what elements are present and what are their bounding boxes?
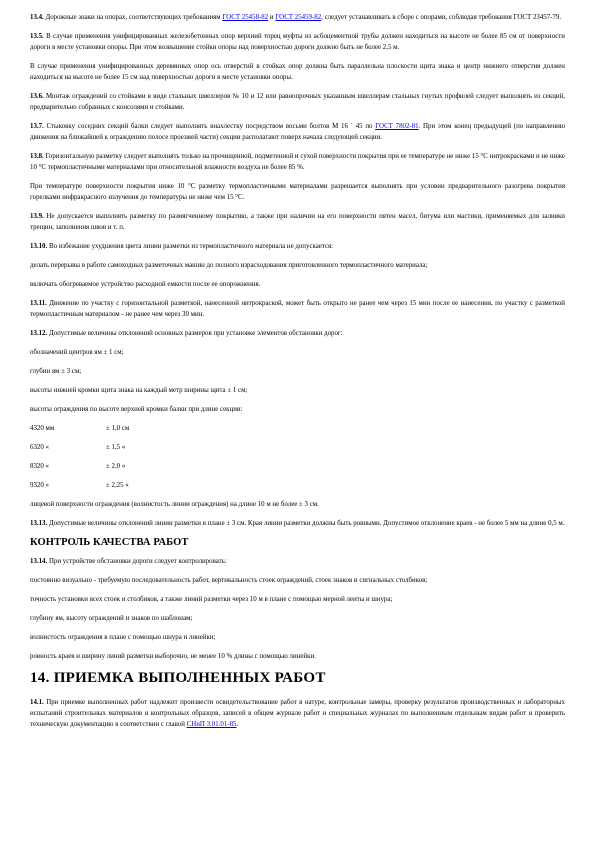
tolerance-row [30,480,565,491]
clause-number: 13.5. [30,33,44,40]
paragraph-13-12 [30,328,565,339]
paragraph-text: При температуре поверхности покрытия ниже 10 °С разметку термопластичными материалами разрешается выполнять при условии предварительного разогрева покрытия горелками инфракрасного излучения до температуры не ниже чем 15 °С. [30,183,565,201]
paragraph-13-7 [30,121,565,143]
clause-number: 14.1. [30,699,44,706]
list-item [30,499,565,510]
list-item-text: включать обогреваемое устройство расходной емкости после ее опорожнения. [30,281,261,288]
paragraph-text: При приемке выполненных работ надлежит произвести освидетельствование работ в натуре, контрольные замеры, проверку результатов производственных и лабораторных испытаний строительных материалов и контрольных образцов, записей в общем журнале работ и специальных журналах по выполненным отдельным видам работ и проверить техническую документацию в соответствии с главой [30,699,565,728]
snip-link[interactable]: СНиП 3.01.01-85 [186,721,237,728]
clause-number: 13.6. [30,93,44,100]
list-item-text: делать перерывы в работе самоходных разметочных машин до полного израсходования приготовленного термопластичного материала; [30,262,428,269]
list-item-text: высоты ограждения по высоте верхней кромки балки при длине секции: [30,406,243,413]
paragraph-13-5-wood [30,61,565,83]
paragraph-13-11 [30,298,565,320]
paragraph-13-13 [30,518,565,529]
paragraph-13-8-low-temp [30,181,565,203]
tolerance-row [30,442,565,453]
list-item-text: точность установки всех стоек и столбиков, а также линий разметки через 10 м в плане с помощью мерной ленты и шнура; [30,596,393,603]
clause-number: 13.8. [30,153,44,160]
list-item-text: высоты нижней кромки щита знака на каждый метр ширины щита ± 1 см; [30,387,248,394]
list-item-text: ровность краев и ширину линий разметки выборочно, не менее 10 % длины с помощью линейки. [30,653,316,660]
paragraph-text: Монтаж ограждений со стойками в виде стальных швеллеров № 10 и 12 или равнопрочных указанным швеллерам стальных гнутых профилей следует выполнять из секций, предварительно собранных с консолями и стойками. [30,93,565,111]
clause-number: 13.13. [30,520,48,527]
paragraph-14-1 [30,697,565,730]
list-item [30,404,565,415]
list-item [30,632,565,643]
paragraph-text: Допустимые величины отклонений линии разметки в плане ± 3 см. Края линии разметки должны быть ровными. Допустимое отклонение краев - не более 5 мм на длине 0,5 м. [48,520,565,527]
tolerance-row [30,423,565,434]
clause-number: 13.14. [30,558,48,565]
tolerance-value: ± 2,0 « [106,463,126,470]
paragraph-text: Не допускается выполнять разметку по размягченному покрытию, а также при наличии на его поверхности пятен масел, битума или мастики, применяемых для заливки трещин, заполнения швов и т. п. [30,213,565,231]
paragraph-text: и [268,14,276,21]
paragraph-13-6 [30,91,565,113]
gost-25458-link[interactable]: ГОСТ 25458-82 [222,14,269,21]
list-item [30,279,565,290]
section-length: 6320 « [30,444,49,451]
list-item-text: глубину ям, высоту ограждений и знаков по шаблонам; [30,615,193,622]
paragraph-text: Допустимые величины отклонений основных размеров при установке элементов обстановки дорог: [48,330,343,337]
tolerance-row [30,461,565,472]
list-item [30,613,565,624]
paragraph-text: Стыковку соседних секций балки следует выполнять внахлестку посредством восьми болтов М 16 ´ 45 по [46,123,376,130]
quality-control-heading: КОНТРОЛЬ КАЧЕСТВА РАБОТ [30,537,189,548]
tolerance-value: ± 1,0 см [106,425,130,432]
paragraph-13-8 [30,151,565,173]
paragraph-text: . [236,721,239,728]
paragraph-13-10 [30,241,565,252]
clause-number: 13.10. [30,243,48,250]
list-item [30,347,565,358]
list-item-text: постоянно визуально - требуемую последовательность работ, вертикальность стоек ограждений, стоек знаков и сигнальных столбиков; [30,577,428,584]
list-item [30,366,565,377]
paragraph-text: В случае применения унифицированных железобетонных опор верхний торец муфты из асбоцементной трубы должен находиться на высоте не более 85 см от поверхности дороги в месте установки опоры. При этом возвышение стойки опоры над поверхностью дороги должно быть не более 2,5 м. [30,33,565,51]
tolerance-value: ± 2,25 « [106,482,129,489]
list-item-text: глубин ям ± 3 см; [30,368,82,375]
gost-25459-link[interactable]: ГОСТ 25459-82 [275,14,322,21]
paragraph-text: , следует устанавливать в сборе с опорами, соблюдая требования ГОСТ 23457-79. [321,14,562,21]
list-item [30,594,565,605]
clause-number: 13.4. [30,14,44,21]
paragraph-text: В случае применения унифицированных деревянных опор ось отверстий в стойках опор должна быть параллельна плоскости щита знака и центр нижнего отверстия должен находиться на высоте не более 15 см над поверхностью дороги в месте установки опоры. [30,63,565,81]
list-item-text: лицевой поверхности ограждения (волнистость линии ограждения) на длине 10 м не более ± 3 см. [30,501,319,508]
paragraph-text: . При этом конец предыдущей (по направлению движения на ближайшей к ограждению полосе проезжей части) секции располагают поверх начала следующей секции. [30,123,565,141]
list-item [30,260,565,271]
paragraph-text: При устройстве обстановки дороги следует контролировать: [48,558,227,565]
paragraph-13-5 [30,31,565,53]
clause-number: 13.12. [30,330,48,337]
list-item-text: волнистость ограждения в плане с помощью шнура и линейки; [30,634,216,641]
section-length: 9320 « [30,482,49,489]
gost-7802-link[interactable]: ГОСТ 7802-81 [375,123,419,130]
list-item [30,651,565,662]
tolerance-value: ± 1,5 « [106,444,126,451]
clause-number: 13.11. [30,300,47,307]
clause-number: 13.7. [30,123,44,130]
paragraph-text: Во избежание ухудшения цвета линии разметки из термопластичного материала не допускается: [48,243,334,250]
list-item [30,385,565,396]
acceptance-heading: 14. ПРИЕМКА ВЫПОЛНЕННЫХ РАБОТ [30,670,326,686]
section-length: 4320 мм [30,425,55,432]
list-item [30,575,565,586]
paragraph-13-9 [30,211,565,233]
paragraph-text: Дорожные знаки на опорах, соответствующих требованиям [45,14,223,21]
list-item-text: обозначений центров ям ± 1 см; [30,349,124,356]
section-length: 8320 « [30,463,49,470]
paragraph-text: Горизонтальную разметку следует выполнять только на прочищенной, подметенной и сухой поверхности покрытия при ее температуре не ниже 15 °С нитрокрасками и не ниже 10 °С термопластичными материалами при относительной влажности воздуха не более 85 %. [30,153,565,171]
clause-number: 13.9. [30,213,44,220]
paragraph-text: Движение по участку с горизонтальной разметкой, нанесенной нитрокраской, может быть открыто не ранее чем через 15 мин после ее нанесения, по участку с разметкой термопластичным материалом - не ранее чем через 30 мин. [30,300,565,318]
paragraph-13-14 [30,556,565,567]
paragraph-13-4 [30,12,565,23]
